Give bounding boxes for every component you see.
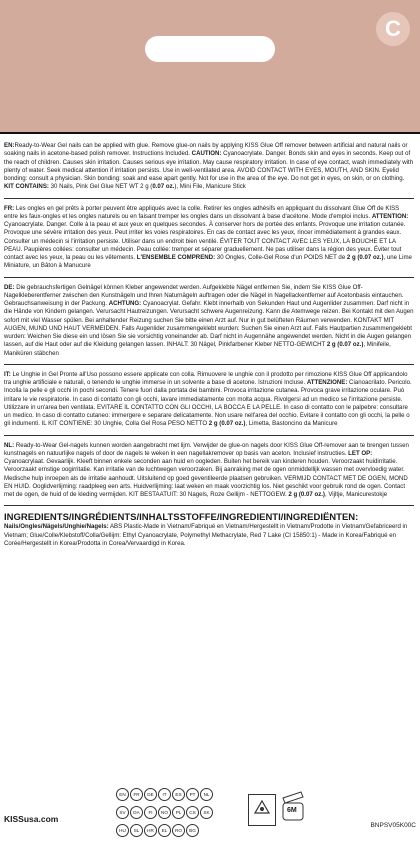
website-label: KISSusa.com <box>4 814 59 824</box>
language-circle: FI <box>144 806 157 819</box>
language-circle: SL <box>130 824 143 837</box>
section-de: DE: Die gebrauchsfertigen Gelnägel können Kleber angewendet werden. Aufgeklebte Nägel entfernen Sie, indem Sie KISS Glue Off-Nagelkleberentferner zwischen den Kunstnägeln und Ihren Naturnägeln auftragen oder die Nägel in Nagellackentferner auf Acetonbasis eintauchen. Gebrauchsanweisung in der Packung. ACHTUNG: Cyanoacrylat. Gefahr. Klebt innerhalb von Sekunden Haut und Augenlider zusammen. Darf nicht in die Hände von Kindern gelangen. Verursacht Hautreizungen. Verursacht schwere Augenreizung. Kann die Atemwege reizen. Bei Kontakt mit den Augen sofort mit viel Wasser spülen. Bei anhaltender Reizung suchen Sie bitte einen Arzt auf. Nur in gut belüfteten Räumen verwenden. KONTAKT MIT AUGEN, MUND UND HAUT VERMEIDEN. Falls Augenlider zusammengeklebt wurden: Suchen Sie einen Arzt auf. Falls Hautpartien zusammengeklebt wurden: Weichen Sie diese ein und lösen Sie sie vorsichtig voneinander ab. Darf nicht in Augennähe angewendet werden. Nicht in die Augen gelangen lassen, auf die Haut oder auf die Kleidung gelangen lassen. INHALT: 30 Nägel, Pinkfarbener Kleber NETTO-GEWICHT 2 g (0.07 oz.), Minifeile, Maniküren stäbchen <box>4 283 414 357</box>
language-circle: NO <box>158 806 171 819</box>
language-circle: CS <box>186 806 199 819</box>
language-circle: FR <box>130 788 143 801</box>
language-circle: PT <box>186 788 199 801</box>
language-circle: BG <box>186 824 199 837</box>
divider <box>4 435 414 436</box>
language-circle: SK <box>200 806 213 819</box>
hang-tab-hole <box>145 36 275 62</box>
language-circle: SV <box>116 806 129 819</box>
lang-code-fr: FR: <box>4 204 15 212</box>
instruction-text <box>4 142 414 548</box>
section-it: IT: Le Unghie in Gel Pronte all'Uso possono essere applicate con colla. Rimuovere le unghie con il prodotto per rimozione KISS Glue Off applicandolo tra unghie artificiale e naturali, o tenendo le unghie immerse in un solvente a base di acetone. Istruzioni Incluse. ATTENZIONE: Cianoacrilato. Pericolo. Incolla la pelle e gli occhi in pochi secondi. Tenere fuori dalla portata dei bambini. Provoca irritazione cutanea. Provoca grave irritazione oculare. Può irritare le vie respiratorie. In caso di contatto con gli occhi, lavare immediatamente con molta acqua. Rivolgersi ad un medico se l'irritazione persiste. Utilizzare in un'area ben ventilata. EVITARE IL CONTATTO CON GLI OCCHI, LA BOCCA E LA PELLE. In caso di contatto con le palpebre: consultare un medico. In caso di contatto cutaneo: immergere e separare delicatamente. Non usare nell'area del occhio. Evitare il contatto con gli occhi, la pelle o gli indumenti. IL KIT CONTIENE: 30 Unghie, Colla Gel Rosa PESO NETTO 2 g (0.07 oz.), Limetta, Bastoncino da Manicure <box>4 370 412 428</box>
language-circle: DE <box>144 788 157 801</box>
language-circle: NL <box>200 788 213 801</box>
lang-code-de: DE: <box>4 283 15 291</box>
section-en: EN:Ready-to-Wear Gel nails can be applied with glue. Remove glue-on nails by applying KISS Glue Off remover between artificial and natural nails or soaking nails in acetone-based polish remover. Instructions Included. CAUTION: Cyanoacrylate. Danger. Bonds skin and eyes in seconds. Keep out of the reach of children. Causes skin irritation. Causes serious eye irritation. May cause respiratory irritation. In case of eye contact, wash immediately with plenty of water. Seek medical attention if irritation persists. Use in well-ventilated area. AVOID CONTACT WITH EYES, MOUTH, AND SKIN. Eyelid bonding: consult a physician. Skin bonding: soak and ease apart gently. Not for use in the area of the eye. Do not get in eyes, on skin, or on clothing. KIT CONTAINS: 30 Nails, Pink Gel Glue NET WT 2 g (0.07 oz.), Mini File, Manicure Stick <box>4 142 414 191</box>
section-ingredients <box>4 512 414 548</box>
language-circles <box>116 788 226 842</box>
pao-jar-icon <box>280 788 306 822</box>
divider <box>4 505 414 506</box>
ingredients-title: INGREDIENTS/INGRÉDIENTS/INHALTSSTOFFE/INGREDIENTI/INGREDIËNTEN: <box>4 512 359 524</box>
section-nl: NL: Ready-to-Wear Gel-nagels kunnen worden aangebracht met lijm. Verwijder de glue-on nagels door KISS Glue Off-remover aan te brengen tussen kunstnagels en natuurlijke nagels of door de nagels te weken in een nagellakremover op basis van aceton. Inclusief instructies. LET OP: Cyanoacrylaat. Gevaarlijk. Kleeft binnen enkele seconden aan huid en oogleden. Buiten het bereik van kinderen houden. Veroorzaakt huidirritatie. Veroorzaakt ernstige oogirritatie. Kan irritatie van de luchtwegen veroorzaken. Bij aanraking met de ogen onmiddellijk wassen met overvloedig water. Medische hulp inroepen als de irritatie aanhoudt. Uitsluitend op goed geventileerde plaatsen gebruiken. VERMIJD CONTACT MET DE OGEN, MOND EN HUID. Ooglidverlijming: raadpleeg een arts. Huidverlijming: laat weken en maak voorzichtig los. Niet geschikt voor gebruik rond de ogen. Contact met de ogen, de huid of de kleding vermijden. KIT BESTAATUIT: 30 Nagels, Roze Gellijm - NETTOGEW. 2 g (0.07 oz.), Vijltje, Manicurestokje <box>4 441 409 498</box>
language-circle: HR <box>144 824 157 837</box>
header-band <box>0 0 420 132</box>
language-circle: RO <box>172 824 185 837</box>
instruction-card <box>0 132 420 842</box>
recycling-icon <box>248 794 276 826</box>
divider <box>4 364 414 365</box>
language-circle: EL <box>158 824 171 837</box>
pao-label: 6M <box>287 807 297 814</box>
divider <box>4 277 414 278</box>
lang-code-en: EN: <box>4 142 15 149</box>
language-circle: HU <box>116 824 129 837</box>
section-fr: FR: Les ongles en gel prêts à porter peuvent être appliqués avec la colle. Retirer les ongles adhésifs en appliquant du dissolvant Glue Off de KISS entre les faux-ongles et les ongles naturels ou en faisant tremper les ongles dans un dissolvant à base d'acétone. Mode d'emploi inclus. ATTENTION: Cyanoacrylate. Danger. Colle à la peau et aux yeux en quelques secondes. À conserver hors de portée des enfants. Provoque une irritation cutanée. Provoque une sévère irritation des yeux. Peut irriter les voies respiratoires. En cas de contact avec les yeux, rincer immédiatement à grandes eaux. Consulter un médecin si l'irritation persiste. Utiliser dans un endroit bien ventilé. ÉVITER TOUT CONTACT AVEC LES YEUX, LA BOUCHE ET LA PEAU. Paupières collées: consulter un médecin. Peau collée: tremper et séparer graduellement. Ne pas utiliser dans la région des yeux. Éviter tout contact avec les yeux, la peau ou les vêtements. L'ENSEMBLE COMPREND: 30 Ongles, Colle-Gel Rose d'un POIDS NET de 2 g (0.07 oz.), une Lime Miniature, un Bâton à Manucure <box>4 204 412 270</box>
language-circle: PL <box>172 806 185 819</box>
language-circle: IT <box>158 788 171 801</box>
divider <box>4 198 414 199</box>
footer <box>4 784 416 836</box>
product-code: BNPSV05K00C <box>370 822 416 829</box>
language-circle: DA <box>130 806 143 819</box>
lang-code-nl: NL: <box>4 441 15 449</box>
language-circle: ES <box>172 788 185 801</box>
ingredients-body: Nails/Ongles/Nägels/Unghie/Nagels: ABS Plastic-Made in Vietnam/Fabriqué en Vietnam/Hergestellt in Vietnam/Prodotte in Vietnam/Gefabriceerd in Vietnam; Glue/Colle/Klebstoff/Colla/Gellijm: Ethyl Cyanoacrylate, Polymethyl Methacrylate, Red 7 Lake (CI 15850:1) - Made in Korea/Fabriqué en Corée/Hergestellt in Korea/Prodotta in Corea/Vervaardigd in Korea. <box>4 523 408 547</box>
variant-badge: C <box>376 12 410 46</box>
lang-code-it: IT: <box>4 370 11 378</box>
language-circle: EN <box>116 788 129 801</box>
